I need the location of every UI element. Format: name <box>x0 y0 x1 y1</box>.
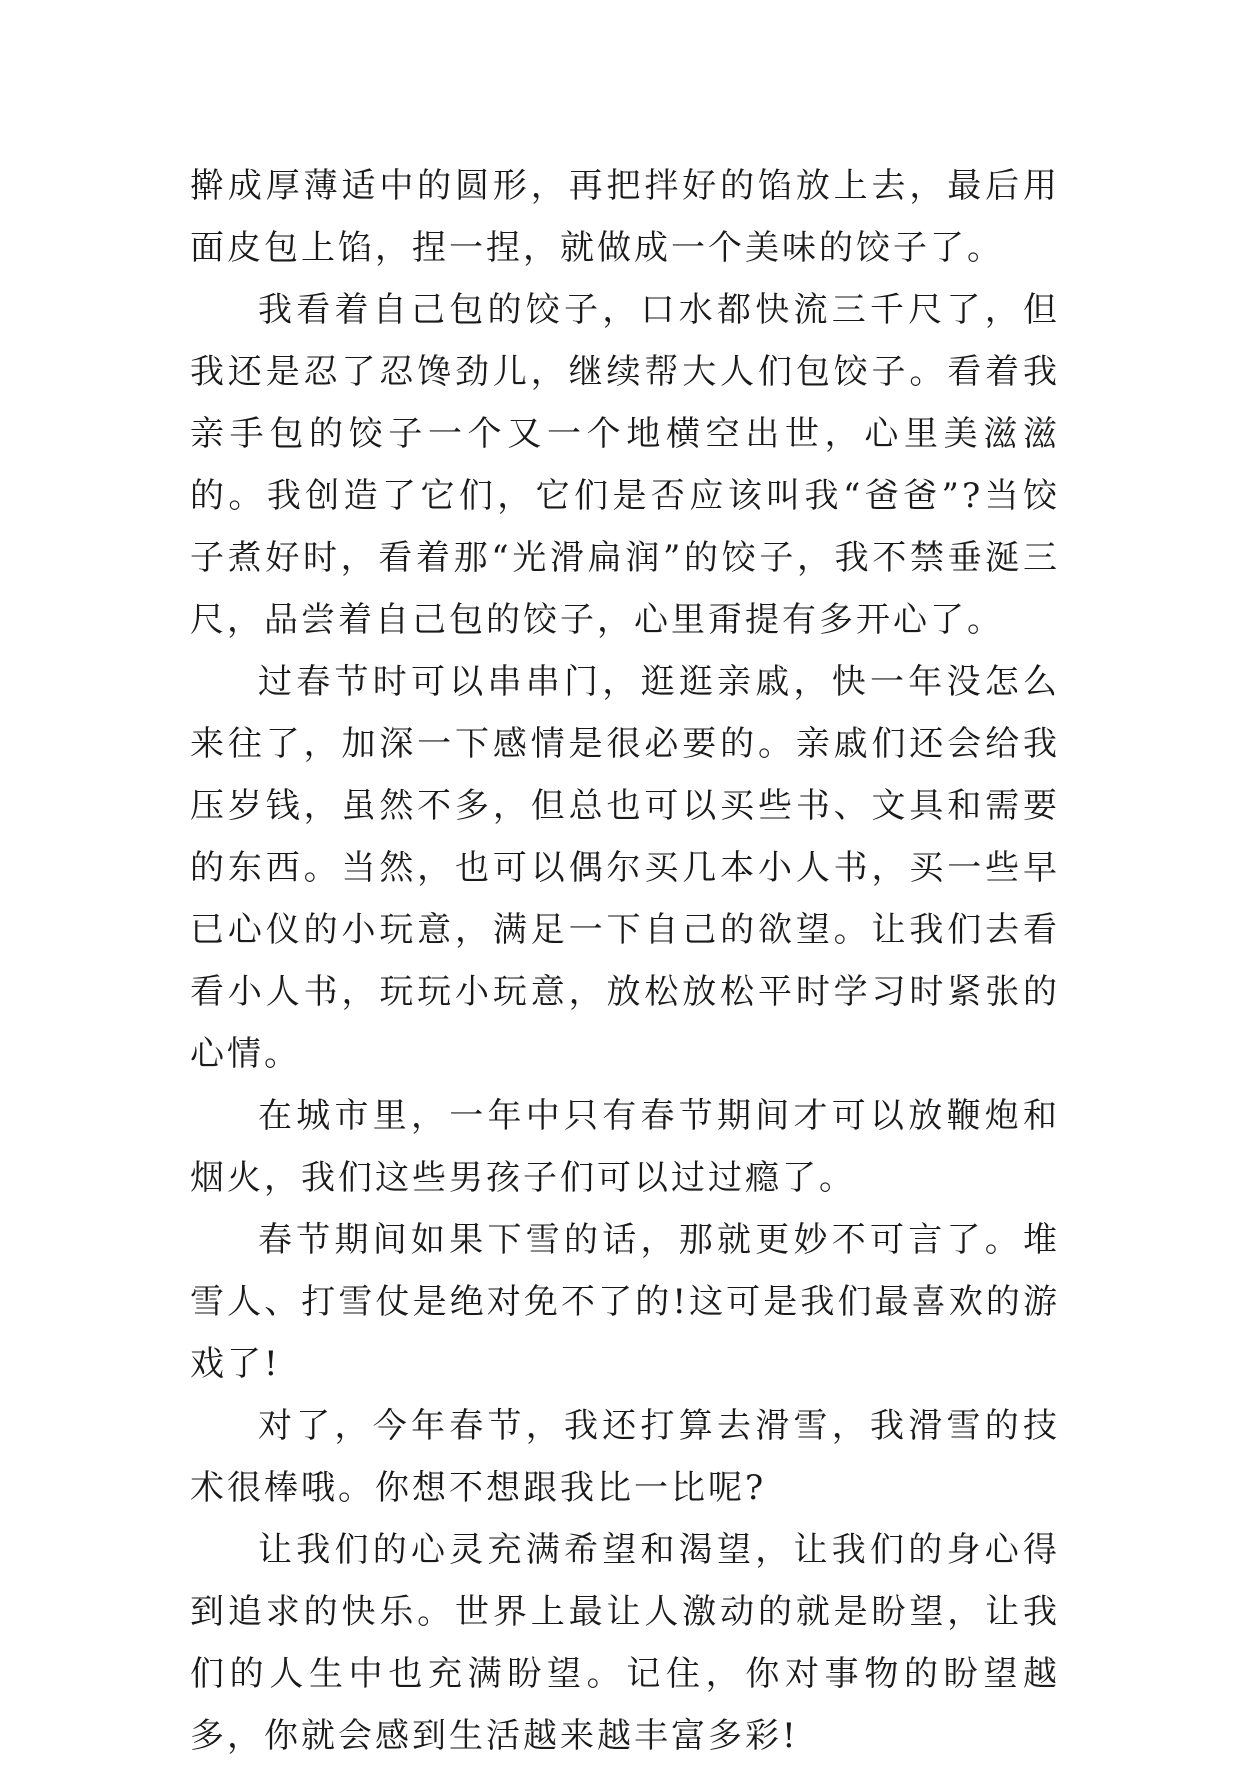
paragraph-continuation: 擀成厚薄适中的圆形，再把拌好的馅放上去，最后用面皮包上馅，捏一捏，就做成一个美味的饺子了。 <box>190 166 1060 268</box>
body-text <box>190 155 1060 1767</box>
paragraph: 让我们的心灵充满希望和渴望，让我们的身心得到追求的快乐。世界上最让人激动的就是盼望，让我们的人生中也充满盼望。记住，你对事物的盼望越多，你就会感到生活越来越丰富多彩! <box>190 1530 1060 1756</box>
paragraph: 过春节时可以串串门，逛逛亲戚，快一年没怎么来往了，加深一下感情是很必要的。亲戚们还会给我压岁钱，虽然不多，但总也可以买些书、文具和需要的东西。当然，也可以偶尔买几本小人书，买一些早已心仪的小玩意，满足一下自己的欲望。让我们去看看小人书，玩玩小玩意，放松放松平时学习时紧张的心情。 <box>190 662 1060 1074</box>
paragraph: 春节期间如果下雪的话，那就更妙不可言了。堆雪人、打雪仗是绝对免不了的!这可是我们最喜欢的游戏了! <box>190 1220 1060 1384</box>
paragraph: 在城市里，一年中只有春节期间才可以放鞭炮和烟火，我们这些男孩子们可以过过瘾了。 <box>190 1096 1060 1198</box>
paragraph: 我看着自己包的饺子，口水都快流三千尺了，但我还是忍了忍馋劲儿，继续帮大人们包饺子。看着我亲手包的饺子一个又一个地横空出世，心里美滋滋的。我创造了它们，它们是否应该叫我“爸爸”?当饺子煮好时，看着那“光滑扁润”的饺子，我不禁垂涎三尺，品尝着自己包的饺子，心里甭提有多开心了。 <box>190 290 1060 640</box>
paragraph: 对了，今年春节，我还打算去滑雪，我滑雪的技术很棒哦。你想不想跟我比一比呢? <box>190 1406 1060 1508</box>
